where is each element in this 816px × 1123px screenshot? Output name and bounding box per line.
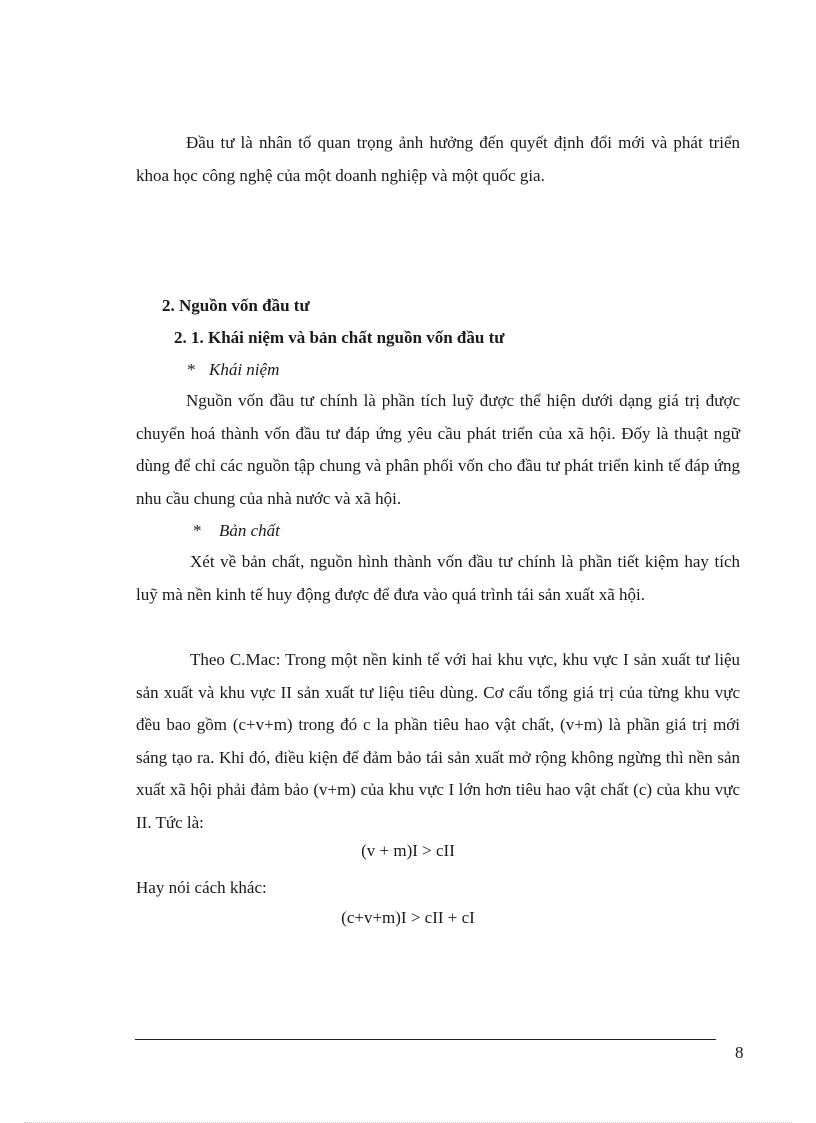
intro-paragraph: Đầu tư là nhân tố quan trọng ảnh hưởng đến quyết định đổi mới và phát triển khoa học công nghệ của một doanh nghiệp và một quốc gia. [136, 133, 740, 185]
bullet-ban-chat [193, 521, 280, 541]
nature-paragraph: Xét về bản chất, nguồn hình thành vốn đầu tư chính là phần tiết kiệm hay tích luỹ mà nền kinh tế huy động được để đưa vào quá trình tái sản xuất xã hội. [136, 552, 740, 604]
bullet-label: Bản chất [219, 521, 280, 540]
marx-paragraph: Theo C.Mac: Trong một nền kinh tế với hai khu vực, khu vực I sản xuất tư liệu sản xuất và khu vực II sản xuất tư liệu tiêu dùng. Cơ cấu tổng giá trị của từng khu vực đều bao gồm (c+v+m) trong đó c la phần tiêu hao vật chất, (v+m) là phần giá trị mới sáng tạo ra. Khi đó, điều kiện để đảm bảo tái sản xuất mở rộng không ngừng thì nền sản xuất xã hội phải đảm bảo (v+m) của khu vực I lớn hơn tiêu hao vật chất (c) của khu vực II. Tức là: [136, 650, 740, 832]
subsection-heading: 2. 1. Khái niệm và bản chất nguồn vốn đầu tư [174, 328, 505, 347]
formula-1: (v + m)I > cII [361, 841, 455, 860]
bullet-star: * [193, 521, 202, 540]
bullet-label: Khái niệm [209, 360, 280, 379]
page-number: 8 [735, 1043, 744, 1062]
section-heading: 2. Nguồn vốn đầu tư [162, 296, 310, 315]
bullet-khai-niem [187, 360, 279, 380]
transition-text: Hay nói cách khác: [136, 878, 267, 897]
bullet-star: * [187, 360, 196, 379]
footer-rule [135, 1039, 716, 1040]
definition-paragraph: Nguồn vốn đầu tư chính là phần tích luỹ được thể hiện dưới dạng giá trị được chuyển hoá thành vốn đầu tư đáp ứng yêu cầu phát triển của xã hội. Đốy là thuật ngữ dùng để chỉ các nguồn tập chung và phân phối vốn cho đầu tư phát triển kinh tế đáp ứng nhu cầu chung của nhà nước và xã hội. [136, 391, 740, 508]
formula-2: (c+v+m)I > cII + cI [341, 908, 475, 927]
